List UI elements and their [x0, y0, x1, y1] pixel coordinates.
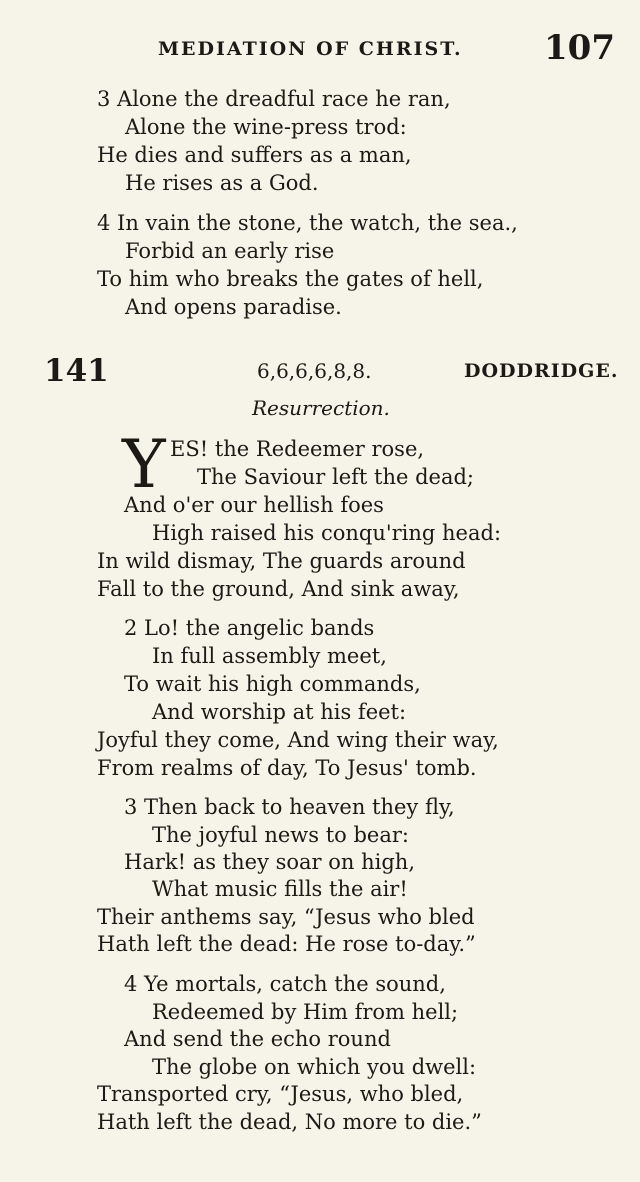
running-header: MEDIATION OF CHRIST. [158, 38, 463, 60]
verse-line: The globe on which you dwell: [152, 1055, 477, 1079]
verse-line: Joyful they come, And wing their way, [97, 728, 499, 752]
verse-line: The joyful news to bear: [152, 823, 409, 847]
verse-line: And worship at his feet: [152, 700, 407, 724]
verse-line: And o'er our hellish foes [124, 493, 384, 517]
verse-line: Redeemed by Him from hell; [152, 1000, 459, 1024]
hymn-subtitle: Resurrection. [252, 396, 390, 420]
verse-line: In full assembly meet, [152, 644, 387, 668]
hymn-number: 141 [44, 353, 109, 389]
verse-line: Forbid an early rise [125, 239, 335, 263]
verse-line: High raised his conqu'ring head: [152, 521, 502, 545]
verse-line: Fall to the ground, And sink away, [97, 577, 460, 601]
verse-line: 4 In vain the stone, the watch, the sea., [97, 211, 518, 235]
verse-line: Their anthems say, “Jesus who bled [97, 905, 475, 929]
verse-line: 3 Alone the dreadful race he ran, [97, 87, 451, 111]
verse-line: Hath left the dead: He rose to-day.” [97, 932, 476, 956]
hymn-tune: DODDRIDGE. [464, 360, 619, 382]
verse-line: To him who breaks the gates of hell, [97, 267, 484, 291]
verse-line: Hark! as they soar on high, [124, 850, 415, 874]
verse-line: What music fills the air! [152, 877, 408, 901]
verse-line: To wait his high commands, [124, 672, 421, 696]
verse-line: He dies and suffers as a man, [97, 143, 412, 167]
page-number: 107 [544, 28, 615, 68]
verse-line: 4 Ye mortals, catch the sound, [124, 972, 446, 996]
verse-line: In wild dismay, The guards around [97, 549, 466, 573]
verse-line: He rises as a God. [125, 171, 319, 195]
verse-line: From realms of day, To Jesus' tomb. [97, 756, 477, 780]
verse-line: 2 Lo! the angelic bands [124, 616, 375, 640]
verse-line: Hath left the dead, No more to die.” [97, 1110, 482, 1134]
verse-line: 3 Then back to heaven they fly, [124, 795, 455, 819]
verse-line: Transported cry, “Jesus, who bled, [97, 1082, 464, 1106]
verse-line: Alone the wine-press trod: [125, 115, 407, 139]
verse-line: The Saviour left the dead; [197, 465, 475, 489]
hymn-meter: 6,6,6,6,8,8. [257, 359, 372, 383]
drop-cap: Y [122, 426, 166, 503]
verse-line: And opens paradise. [125, 295, 342, 319]
verse-line: And send the echo round [124, 1027, 391, 1051]
verse-line: ES! the Redeemer rose, [170, 437, 425, 461]
